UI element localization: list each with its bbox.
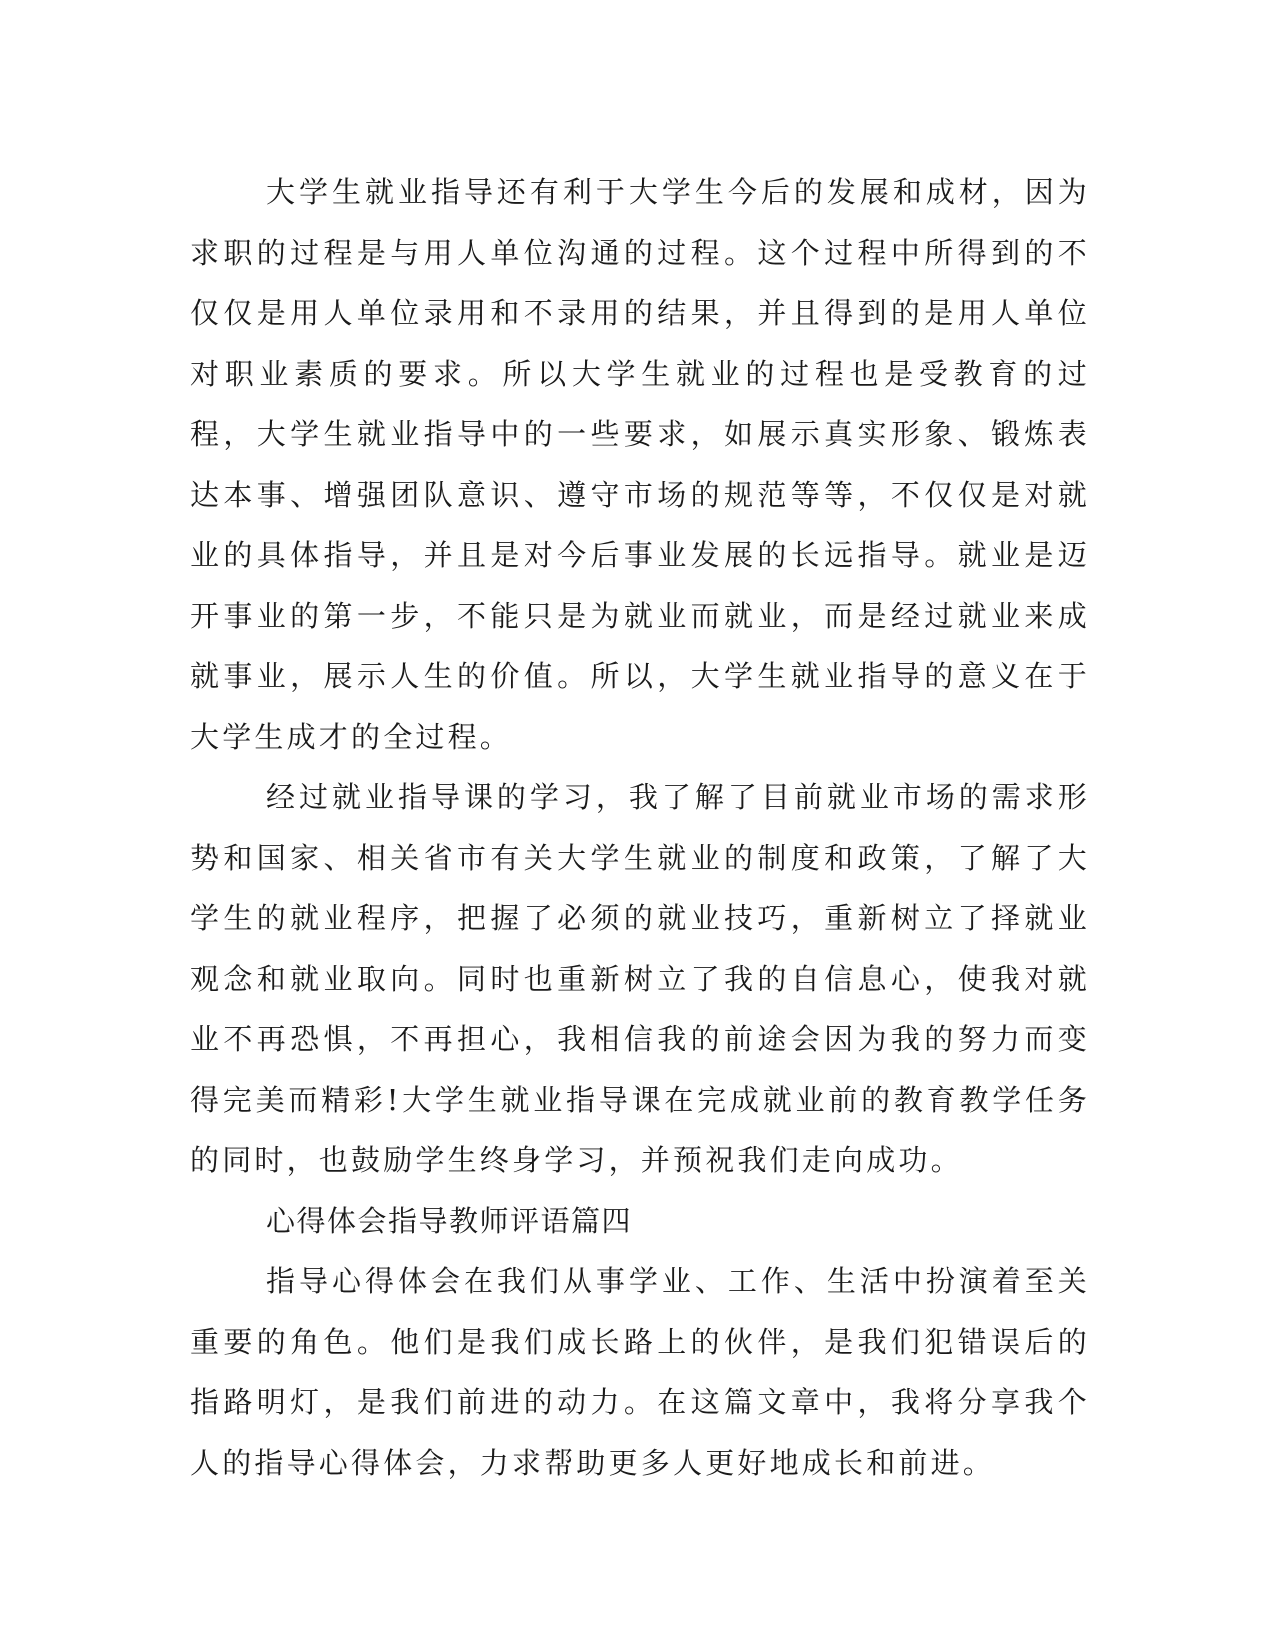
paragraph-guidance-experience: 指导心得体会在我们从事学业、工作、生活中扮演着至关重要的角色。他们是我们成长路上的伙伴，是我们犯错误后的指路明灯，是我们前进的动力。在这篇文章中，我将分享我个人的指导心得体会，力求帮助更多人更好地成长和前进。 xyxy=(190,1264,1090,1480)
paragraph-course-reflection: 经过就业指导课的学习，我了解了目前就业市场的需求形势和国家、相关省市有关大学生就业的制度和政策，了解了大学生的就业程序，把握了必须的就业技巧，重新树立了择就业观念和就业取向。同时也重新树立了我的自信息心，使我对就业不再恐惧，不再担心，我相信我的前途会因为我的努力而变得完美而精彩!大学生就业指导课在完成就业前的教育教学任务的同时，也鼓励学生终身学习，并预祝我们走向成功。 xyxy=(190,780,1090,1177)
section-heading: 心得体会指导教师评语篇四 xyxy=(266,1203,633,1238)
document-body xyxy=(190,162,1090,1493)
paragraph-career-guidance-benefits: 大学生就业指导还有利于大学生今后的发展和成材，因为求职的过程是与用人单位沟通的过程。这个过程中所得到的不仅仅是用人单位录用和不录用的结果，并且得到的是用人单位对职业素质的要求。所以大学生就业的过程也是受教育的过程，大学生就业指导中的一些要求，如展示真实形象、锻炼表达本事、增强团队意识、遵守市场的规范等等，不仅仅是对就业的具体指导，并且是对今后事业发展的长远指导。就业是迈开事业的第一步，不能只是为就业而就业，而是经过就业来成就事业，展示人生的价值。所以，大学生就业指导的意义在于大学生成才的全过程。 xyxy=(190,175,1090,754)
